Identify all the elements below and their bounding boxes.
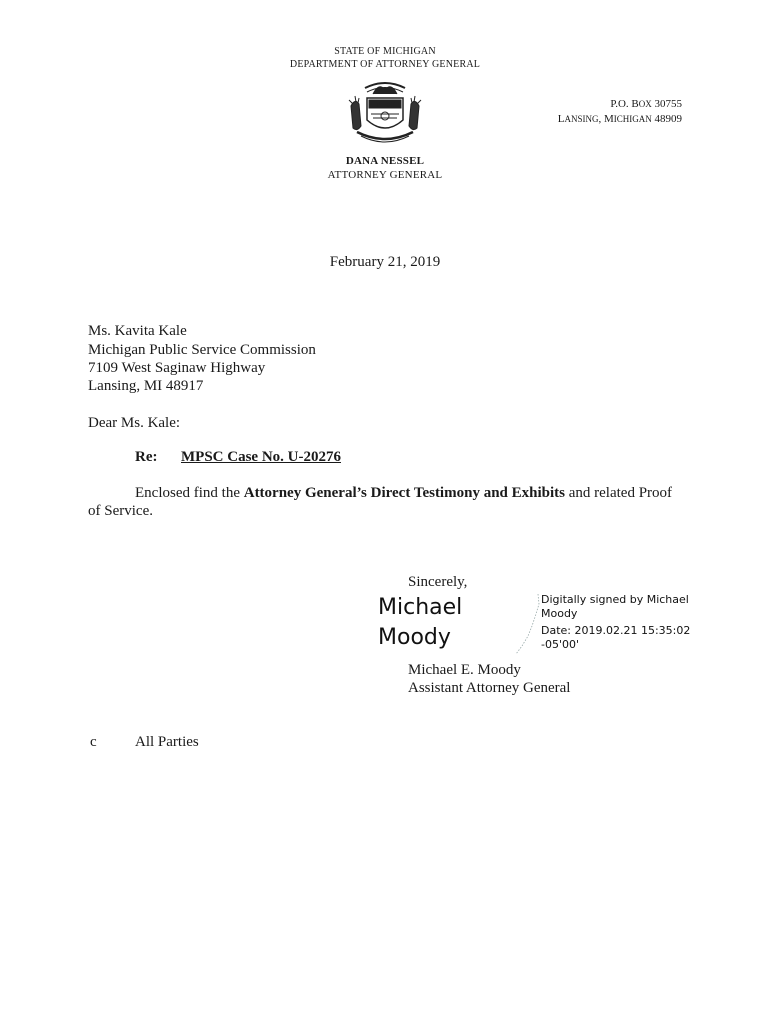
letterhead-department: DEPARTMENT OF ATTORNEY GENERAL (289, 59, 481, 70)
closing: Sincerely, (408, 574, 468, 590)
digital-signature-line-2: Moody (541, 607, 578, 620)
svg-text:TUEBOR: TUEBOR (374, 102, 396, 109)
signature-divider (508, 592, 544, 656)
cc-recipients: All Parties (135, 734, 199, 750)
re-label: Re: (135, 449, 158, 465)
city-address: LANSING, MICHIGAN 48909 (557, 113, 682, 125)
cc-label: c (90, 734, 97, 750)
recipient-organization: Michigan Public Service Commission (88, 342, 316, 358)
salutation: Dear Ms. Kale: (88, 415, 181, 431)
attorney-general-title: ATTORNEY GENERAL (327, 169, 443, 181)
digital-signature-offset: -05'00' (541, 638, 580, 651)
signer-title: Assistant Attorney General (408, 680, 571, 696)
signer-name: Michael E. Moody (408, 662, 521, 678)
recipient-city: Lansing, MI 48917 (88, 378, 204, 394)
digital-signature-date: Date: 2019.02.21 15:35:02 (541, 624, 691, 637)
case-number: MPSC Case No. U-20276 (181, 449, 341, 465)
michigan-seal-icon (343, 74, 427, 150)
digital-signature-line-1: Digitally signed by Michael (541, 593, 689, 606)
attorney-general-name: DANA NESSEL (345, 155, 425, 167)
letter-date: February 21, 2019 (329, 254, 441, 270)
body-line-1: Enclosed find the Attorney General’s Direct Testimony and Exhibits and related Proof (135, 485, 673, 501)
signature-first-name: Michael (378, 595, 463, 620)
po-box: P.O. BOX 30755 (610, 98, 682, 110)
body-line-2: of Service. (88, 503, 153, 519)
recipient-name: Ms. Kavita Kale (88, 323, 187, 339)
signature-last-name: Moody (378, 625, 451, 650)
letterhead-state: STATE OF MICHIGAN (334, 46, 436, 57)
recipient-street: 7109 West Saginaw Highway (88, 360, 266, 376)
